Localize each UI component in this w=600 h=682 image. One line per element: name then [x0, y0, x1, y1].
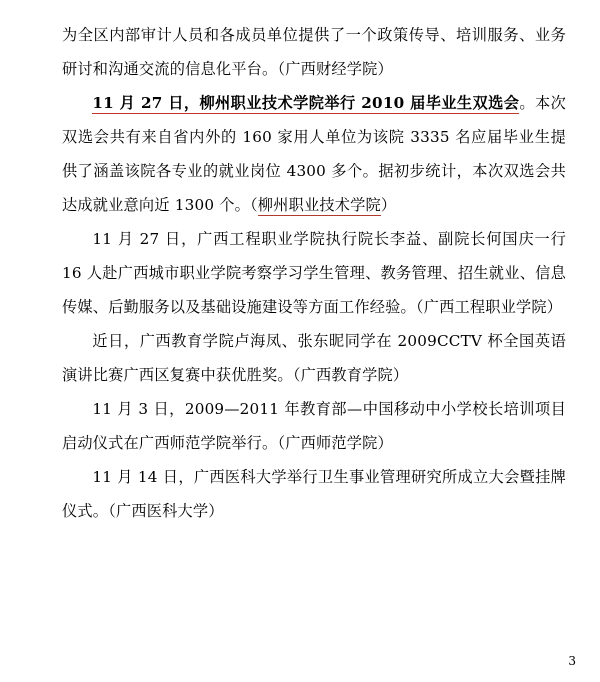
paragraph-4 — [62, 324, 566, 392]
paragraph-4-text: 近日，广西教育学院卢海凤、张东昵同学在 2009CCTV 杯全国英语演讲比赛广西区复赛中获优胜奖。（广西教育学院） — [62, 332, 566, 384]
paragraph-2-source: 柳州职业技术学院 — [257, 196, 381, 214]
paragraph-1-text: 为全区内部审计人员和各成员单位提供了一个政策传导、培训服务、业务研讨和沟通交流的信息化平台。（广西财经学院） — [62, 26, 566, 78]
page-number: 3 — [568, 654, 576, 668]
paragraph-5 — [62, 392, 566, 460]
paragraph-2-close-paren: ） — [380, 196, 397, 214]
document-body — [62, 18, 566, 528]
paragraph-2-text: 。本次双选会共有来自省内外的 160 家用人单位为该院 3335 名应届毕业生提供了涵盖该院各专业的就业岗位 4300 多个。据初步统计，本次双选会共达成就业意向近 1300 个。（ — [62, 94, 566, 214]
paragraph-3-text: 11 月 27 日，广西工程职业学院执行院长李益、副院长何国庆一行 16 人赴广西城市职业学院考察学习学生管理、教务管理、招生就业、信息传媒、后勤服务以及基础设施建设等方面工作经验。（广西工程职业学院） — [62, 230, 566, 316]
paragraph-5-text: 11 月 3 日，2009—2011 年教育部—中国移动中小学校长培训项目启动仪式在广西师范学院举行。（广西师范学院） — [62, 400, 566, 452]
paragraph-6 — [62, 460, 566, 528]
paragraph-3 — [62, 222, 566, 324]
paragraph-1 — [62, 18, 566, 86]
paragraph-6-text: 11 月 14 日，广西医科大学举行卫生事业管理研究所成立大会暨挂牌仪式。（广西医科大学） — [62, 468, 566, 520]
paragraph-2-highlight: 11 月 27 日，柳州职业技术学院举行 2010 届毕业生双选会 — [92, 94, 520, 112]
paragraph-2 — [62, 86, 566, 222]
